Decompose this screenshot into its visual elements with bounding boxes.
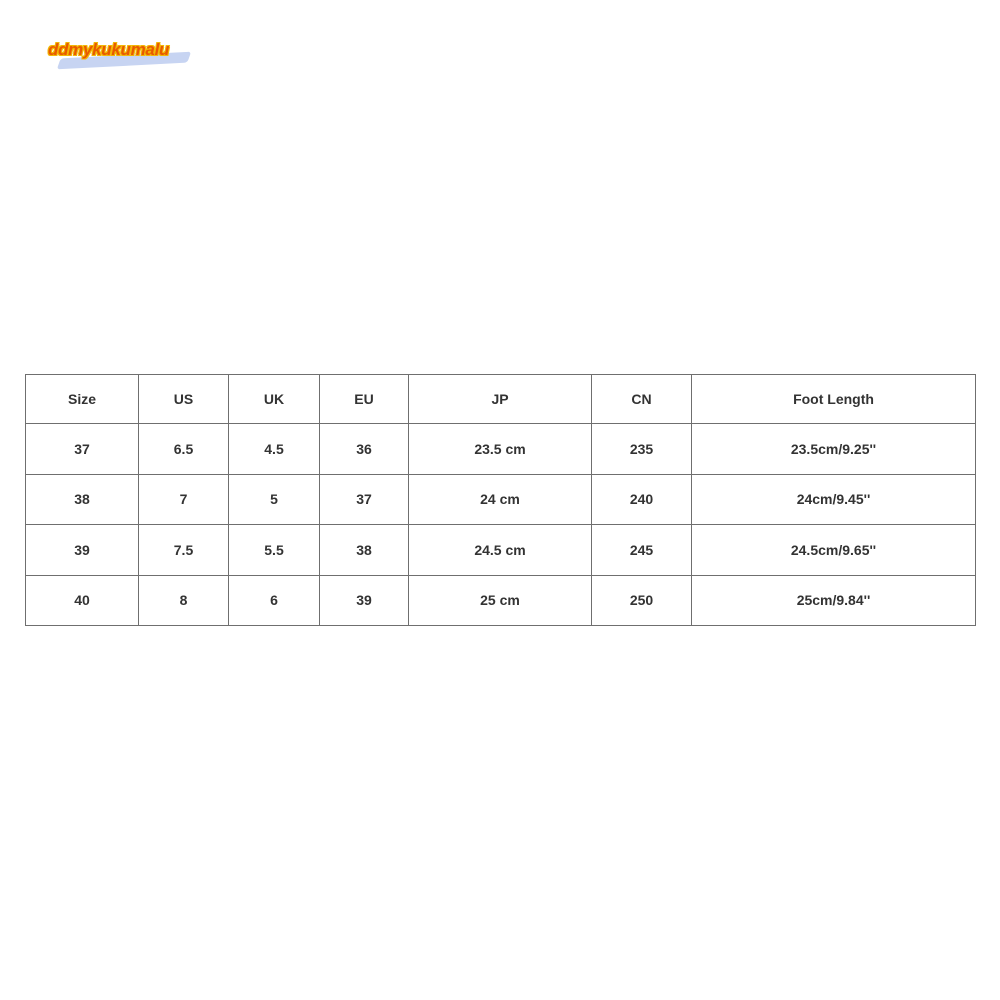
cell-us: 6.5 — [139, 424, 229, 475]
cell-jp: 25 cm — [409, 575, 592, 626]
cell-eu: 38 — [320, 525, 409, 576]
cell-uk: 4.5 — [229, 424, 320, 475]
cell-size: 40 — [26, 575, 139, 626]
cell-jp: 23.5 cm — [409, 424, 592, 475]
cell-cn: 235 — [592, 424, 692, 475]
size-chart-table — [25, 374, 976, 626]
cell-eu: 36 — [320, 424, 409, 475]
cell-cn: 250 — [592, 575, 692, 626]
cell-us: 8 — [139, 575, 229, 626]
cell-jp: 24 cm — [409, 474, 592, 525]
header-cn: CN — [592, 375, 692, 424]
cell-foot-length: 23.5cm/9.25'' — [692, 424, 976, 475]
header-us: US — [139, 375, 229, 424]
table-row — [26, 525, 976, 576]
header-eu: EU — [320, 375, 409, 424]
header-size: Size — [26, 375, 139, 424]
cell-size: 37 — [26, 424, 139, 475]
cell-cn: 240 — [592, 474, 692, 525]
cell-foot-length: 24.5cm/9.65'' — [692, 525, 976, 576]
cell-uk: 5 — [229, 474, 320, 525]
table-row — [26, 424, 976, 475]
cell-foot-length: 24cm/9.45'' — [692, 474, 976, 525]
header-jp: JP — [409, 375, 592, 424]
cell-us: 7.5 — [139, 525, 229, 576]
cell-jp: 24.5 cm — [409, 525, 592, 576]
cell-size: 39 — [26, 525, 139, 576]
cell-cn: 245 — [592, 525, 692, 576]
cell-size: 38 — [26, 474, 139, 525]
cell-uk: 6 — [229, 575, 320, 626]
cell-foot-length: 25cm/9.84'' — [692, 575, 976, 626]
table-header-row — [26, 375, 976, 424]
cell-eu: 37 — [320, 474, 409, 525]
logo-text: ddmykukumalu — [48, 40, 170, 59]
brand-logo — [48, 38, 188, 70]
header-foot-length: Foot Length — [692, 375, 976, 424]
cell-eu: 39 — [320, 575, 409, 626]
table-row — [26, 575, 976, 626]
table-row — [26, 474, 976, 525]
cell-us: 7 — [139, 474, 229, 525]
cell-uk: 5.5 — [229, 525, 320, 576]
header-uk: UK — [229, 375, 320, 424]
